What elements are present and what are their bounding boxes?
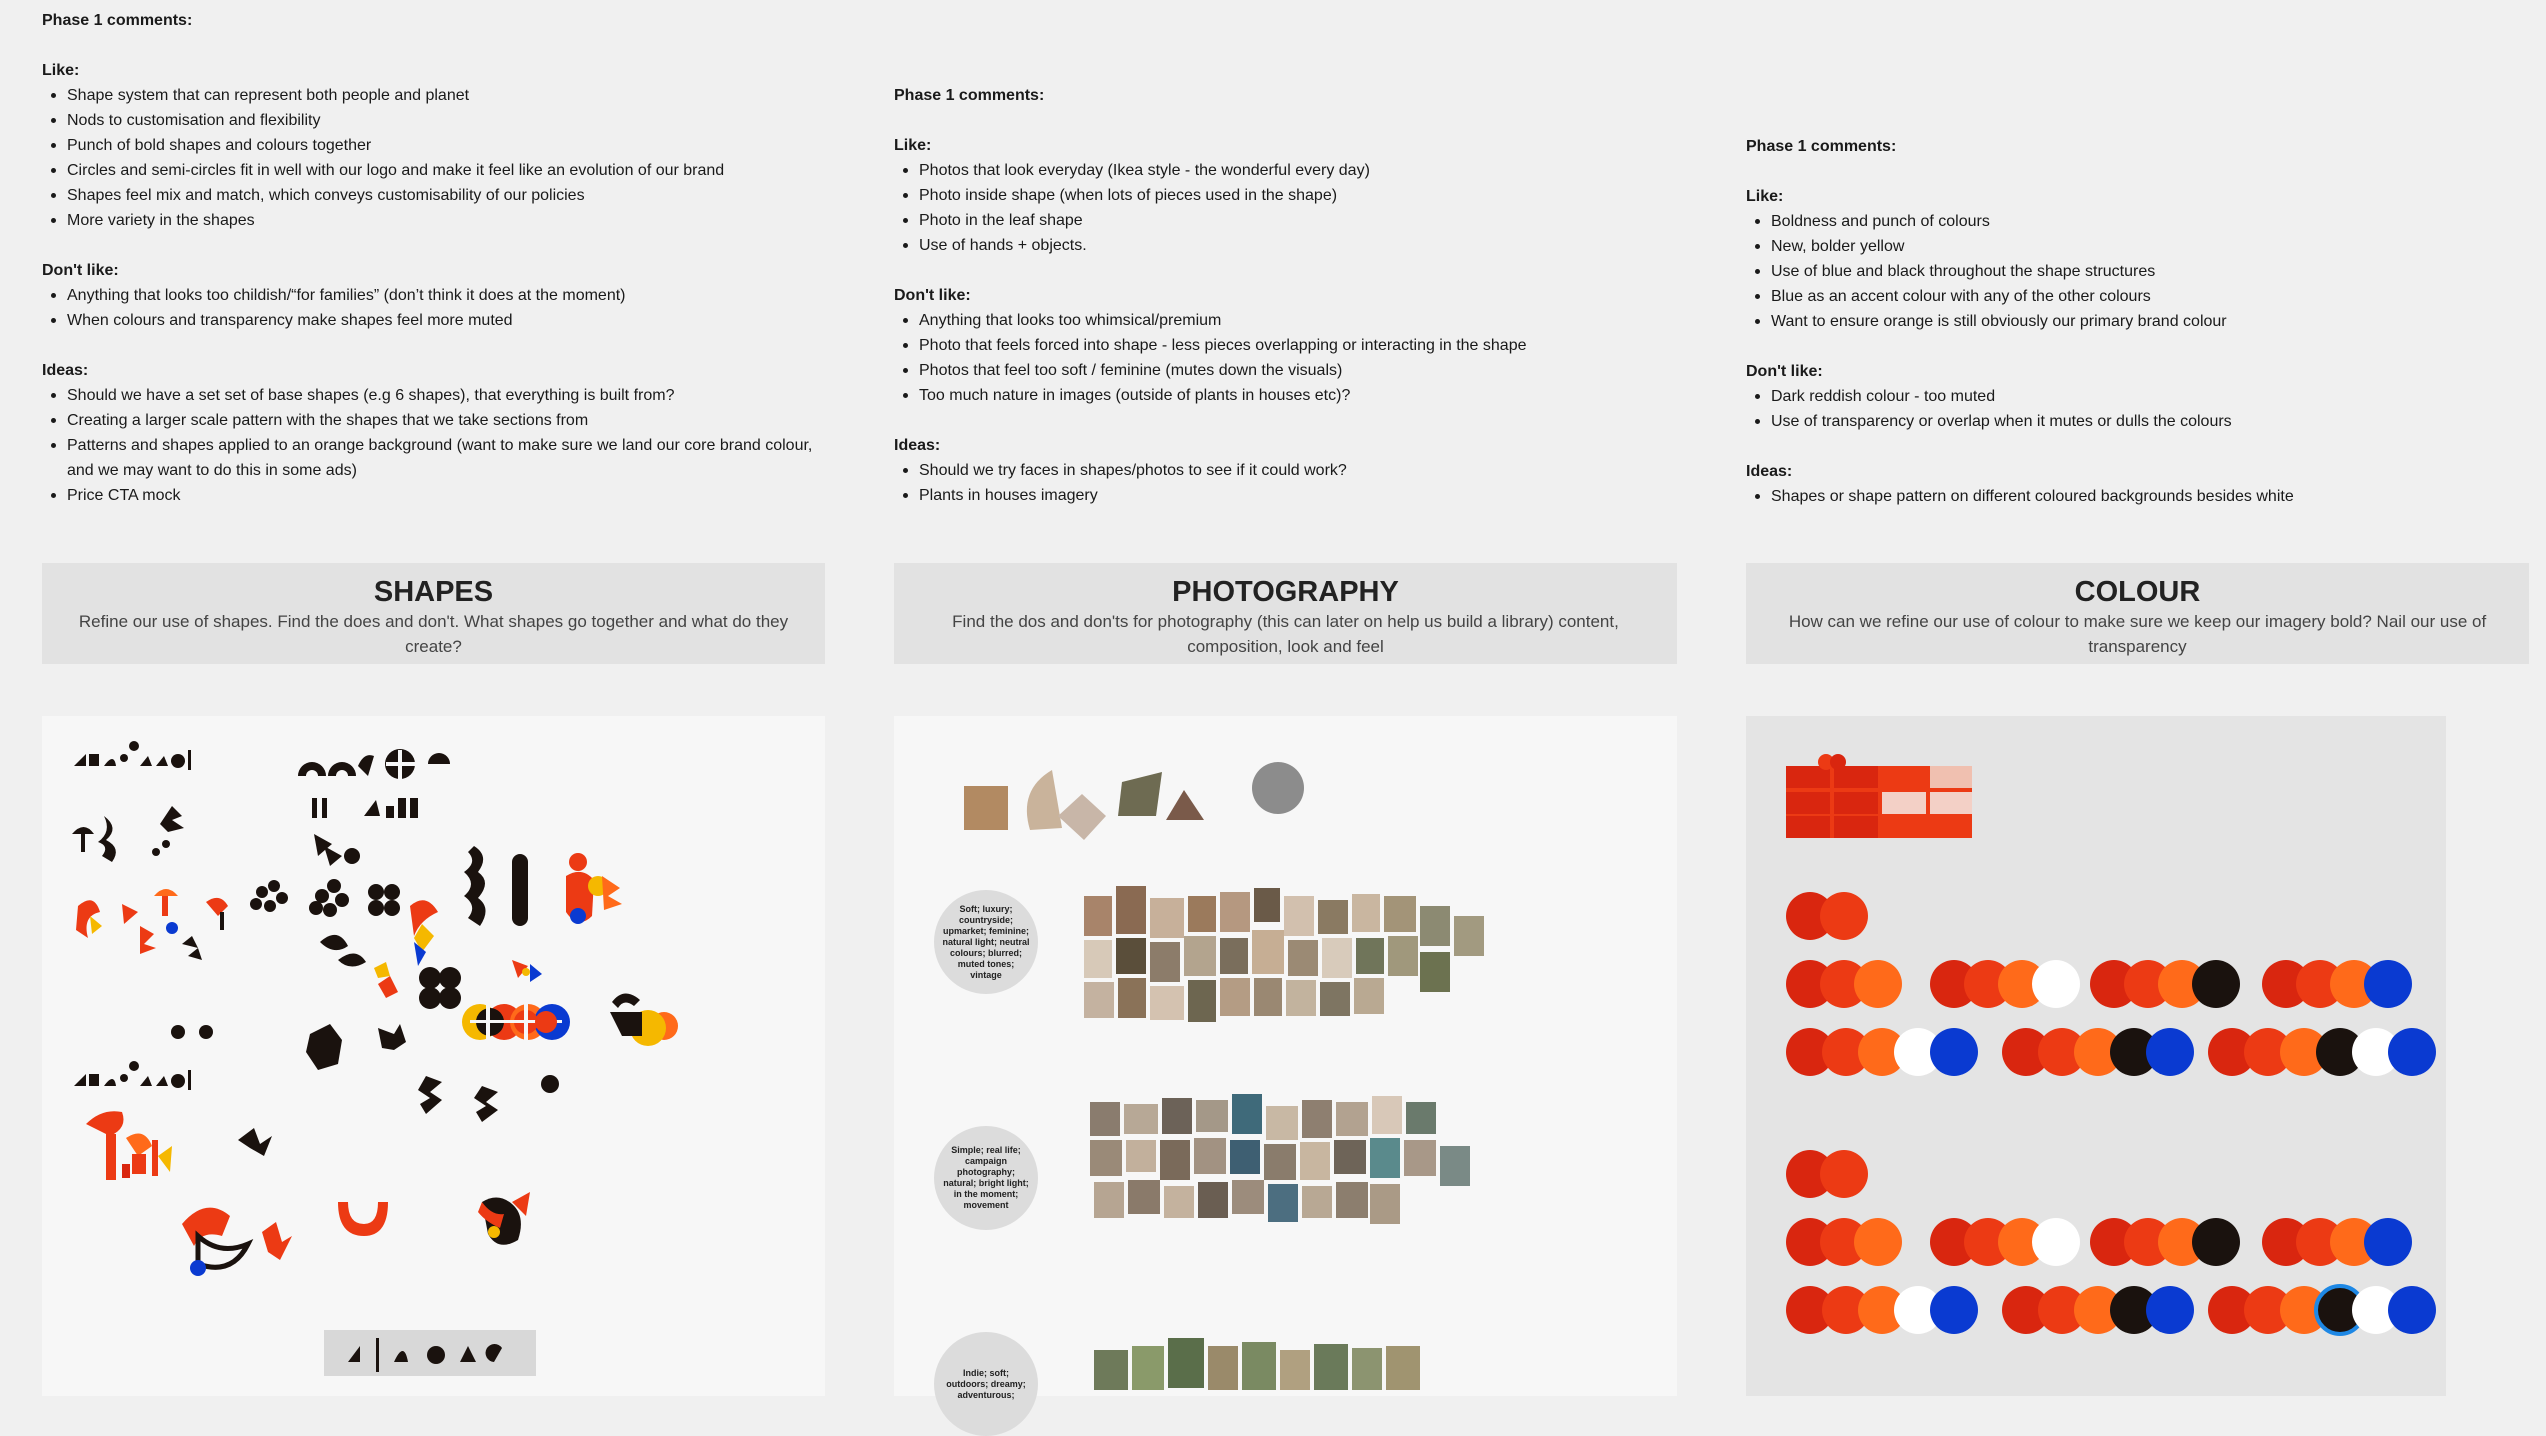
- dislike-heading: Don't like:: [1746, 363, 1823, 380]
- colour-swatch-red-orange[interactable]: [1820, 1150, 1868, 1198]
- mushroom-shapes-icon[interactable]: [86, 1111, 172, 1180]
- colour-cards-grid[interactable]: [1786, 754, 1972, 838]
- photo-style-label-simple: Simple; real life; campaign photography; natural; bright light; in the moment; movement: [934, 1126, 1038, 1230]
- colour-swatch-blue[interactable]: [1930, 1028, 1978, 1076]
- colour-combination[interactable]: [1786, 1150, 1868, 1198]
- colour-swatch-blue[interactable]: [2388, 1286, 2436, 1334]
- like-list: [1746, 209, 2546, 334]
- section-description: Refine our use of shapes. Find the does and don't. What shapes go together and what do they create?: [78, 612, 789, 656]
- photo-style-label-indie: Indie; soft; outdoors; dreamy; adventurous;: [934, 1332, 1038, 1436]
- list-item: Photos that feel too soft / feminine (mutes down the visuals): [894, 358, 1694, 383]
- list-item: Shapes feel mix and match, which conveys customisability of our policies: [42, 183, 842, 208]
- colour-combination[interactable]: [2208, 1286, 2436, 1334]
- colour-swatch-blue[interactable]: [2146, 1286, 2194, 1334]
- list-item: New, bolder yellow: [1746, 234, 2546, 259]
- list-item: Use of hands + objects.: [894, 233, 1694, 258]
- list-item: Dark reddish colour - too muted: [1746, 384, 2546, 409]
- photo-grid-soft[interactable]: [1084, 886, 1484, 1022]
- like-heading: Like:: [894, 137, 932, 154]
- lock-shape-icon[interactable]: [610, 993, 678, 1046]
- list-item: Photo that feels forced into shape - less pieces overlapping or interacting in the shape: [894, 333, 1694, 358]
- shapes-board[interactable]: [42, 716, 825, 1396]
- colour-swatch-orange[interactable]: [1854, 1218, 1902, 1266]
- photo-shapes-row[interactable]: [964, 762, 1304, 840]
- photography-comments: [894, 83, 1694, 508]
- colour-swatch-blue[interactable]: [2146, 1028, 2194, 1076]
- ideas-list: [1746, 484, 2546, 509]
- colour-swatch-blue[interactable]: [2364, 960, 2412, 1008]
- comments-title: Phase 1 comments:: [894, 87, 1045, 104]
- like-list: [42, 83, 842, 233]
- dislike-heading: Don't like:: [894, 287, 971, 304]
- photography-header[interactable]: [894, 563, 1677, 664]
- ideas-list: [894, 458, 1694, 508]
- shape-row-top-icon[interactable]: [74, 741, 191, 770]
- colour-swatches: [1746, 716, 2446, 1396]
- colour-combination[interactable]: [2090, 1218, 2240, 1266]
- list-item: Should we try faces in shapes/photos to see if it could work?: [894, 458, 1694, 483]
- list-item: Plants in houses imagery: [894, 483, 1694, 508]
- section-title: COLOUR: [2074, 576, 2201, 608]
- colour-combination[interactable]: [1786, 1028, 1978, 1076]
- colour-combination[interactable]: [1786, 1286, 1978, 1334]
- list-item: Anything that looks too whimsical/premium: [894, 308, 1694, 333]
- colour-combination[interactable]: [1786, 1218, 1902, 1266]
- photo-collage: [894, 716, 1677, 1396]
- colour-swatch-orange[interactable]: [1854, 960, 1902, 1008]
- colour-combination[interactable]: [1786, 892, 1868, 940]
- dislike-heading: Don't like:: [42, 262, 119, 279]
- base-shapes-strip[interactable]: [324, 1330, 536, 1376]
- colour-comments: [1746, 134, 2546, 509]
- list-item: Boldness and punch of colours: [1746, 209, 2546, 234]
- photo-grid-indie[interactable]: [1094, 1338, 1420, 1390]
- dislike-list: [894, 308, 1694, 408]
- shapes-header[interactable]: [42, 563, 825, 664]
- shapes-artwork: [42, 716, 825, 1396]
- section-description: How can we refine our use of colour to make sure we keep our imagery bold? Nail our use of transparency: [1788, 612, 2487, 656]
- ideas-heading: Ideas:: [42, 362, 89, 379]
- ideas-heading: Ideas:: [894, 437, 941, 454]
- colour-combination[interactable]: [2002, 1028, 2194, 1076]
- list-item: Photos that look everyday (Ikea style - the wonderful every day): [894, 158, 1694, 183]
- list-item: Too much nature in images (outside of plants in houses etc)?: [894, 383, 1694, 408]
- list-item: Anything that looks too childish/“for families” (don’t think it does at the moment): [42, 283, 842, 308]
- colour-header[interactable]: [1746, 563, 2529, 664]
- list-item: Nods to customisation and flexibility: [42, 108, 842, 133]
- colour-swatch-white[interactable]: [2032, 1218, 2080, 1266]
- list-item: Shapes or shape pattern on different coloured backgrounds besides white: [1746, 484, 2546, 509]
- section-description: Find the dos and don'ts for photography (this can later on help us build a library) content, composition, look and feel: [952, 612, 1619, 656]
- colour-swatch-blue[interactable]: [2388, 1028, 2436, 1076]
- list-item: Price CTA mock: [42, 483, 842, 508]
- list-item: Creating a larger scale pattern with the shapes that we take sections from: [42, 408, 842, 433]
- colour-combination[interactable]: [2002, 1286, 2194, 1334]
- list-item: Photo in the leaf shape: [894, 208, 1694, 233]
- list-item: Blue as an accent colour with any of the other colours: [1746, 284, 2546, 309]
- colour-swatch-red-orange[interactable]: [1820, 892, 1868, 940]
- like-heading: Like:: [1746, 188, 1784, 205]
- section-title: SHAPES: [373, 576, 494, 608]
- photo-grid-simple[interactable]: [1090, 1094, 1470, 1224]
- colour-swatch-blue[interactable]: [2364, 1218, 2412, 1266]
- colour-board[interactable]: [1746, 716, 2446, 1396]
- flower-shapes-icon[interactable]: [250, 879, 400, 967]
- colour-combination[interactable]: [2090, 960, 2240, 1008]
- comments-title: Phase 1 comments:: [42, 12, 193, 29]
- photography-board[interactable]: [894, 716, 1677, 1400]
- dislike-list: [42, 283, 842, 333]
- list-item: Want to ensure orange is still obviously our primary brand colour: [1746, 309, 2546, 334]
- face-shapes-icon[interactable]: [182, 1192, 530, 1276]
- colour-combination[interactable]: [1930, 1218, 2080, 1266]
- circle-pattern-icon[interactable]: [462, 1004, 570, 1040]
- list-item: More variety in the shapes: [42, 208, 842, 233]
- like-list: [894, 158, 1694, 258]
- colour-combination[interactable]: [1786, 960, 1902, 1008]
- colour-swatch-blue[interactable]: [1930, 1286, 1978, 1334]
- list-item: Photo inside shape (when lots of pieces used in the shape): [894, 183, 1694, 208]
- colour-swatch-black[interactable]: [2192, 1218, 2240, 1266]
- list-item: When colours and transparency make shapes feel more muted: [42, 308, 842, 333]
- colour-combination[interactable]: [2262, 960, 2412, 1008]
- list-item: Patterns and shapes applied to an orange background (want to make sure we land our core brand colour, and we may want to do this in some ads): [42, 433, 842, 483]
- list-item: Use of blue and black throughout the shape structures: [1746, 259, 2546, 284]
- like-heading: Like:: [42, 62, 80, 79]
- colour-combination[interactable]: [1930, 960, 2080, 1008]
- shape-row-middle-icon[interactable]: [74, 1024, 559, 1156]
- list-item: Circles and semi-circles fit in well with our logo and make it feel like an evolution of our brand: [42, 158, 842, 183]
- colour-bird-shapes-icon[interactable]: [76, 889, 228, 960]
- shapes-comments: [42, 8, 842, 508]
- dislike-list: [1746, 384, 2546, 434]
- list-item: Use of transparency or overlap when it mutes or dulls the colours: [1746, 409, 2546, 434]
- section-title: PHOTOGRAPHY: [1172, 576, 1399, 608]
- list-item: Shape system that can represent both people and planet: [42, 83, 842, 108]
- ideas-heading: Ideas:: [1746, 463, 1793, 480]
- colour-combination[interactable]: [2262, 1218, 2412, 1266]
- colour-combination[interactable]: [2208, 1028, 2436, 1076]
- colour-swatch-black[interactable]: [2192, 960, 2240, 1008]
- ideas-list: [42, 383, 842, 508]
- arch-shapes-icon[interactable]: [298, 749, 450, 818]
- comments-title: Phase 1 comments:: [1746, 138, 1897, 155]
- list-item: Should we have a set set of base shapes (e.g 6 shapes), that everything is built from?: [42, 383, 842, 408]
- list-item: Punch of bold shapes and colours together: [42, 133, 842, 158]
- photo-style-label-soft: Soft; luxury; countryside; upmarket; feminine; natural light; neutral colours; blurred; muted tones; vintage: [934, 890, 1038, 994]
- wavy-shapes-icon[interactable]: [464, 846, 622, 926]
- colour-swatch-white[interactable]: [2032, 960, 2080, 1008]
